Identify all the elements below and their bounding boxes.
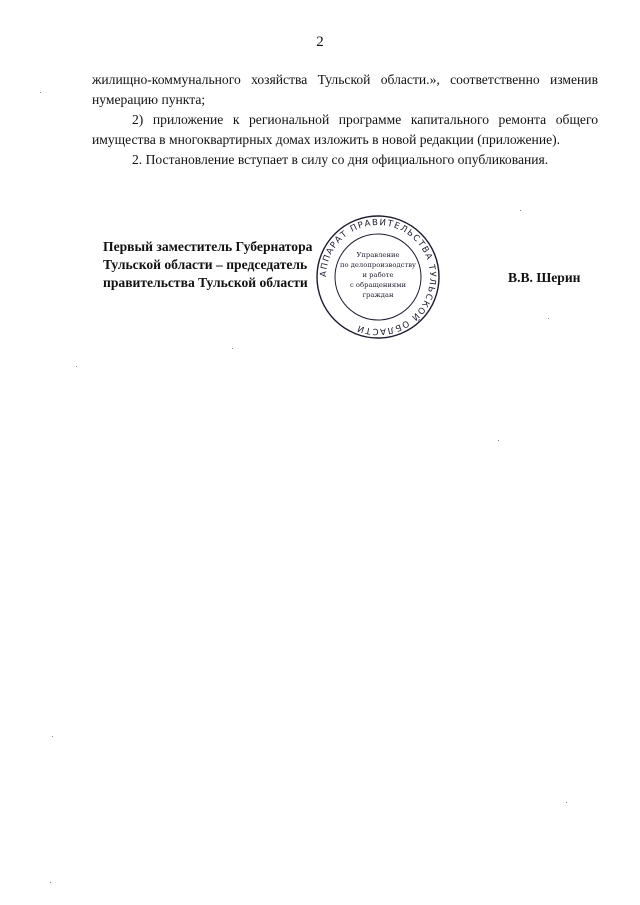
scan-speck <box>40 92 41 93</box>
signatory-title <box>103 238 343 292</box>
page-number: 2 <box>316 34 324 50</box>
stamp-inner-line-2: по делопроизводству <box>339 261 417 269</box>
stamp-inner-line-3: и работе <box>362 271 394 279</box>
scan-speck <box>76 366 77 367</box>
signatory-line-1: Первый заместитель Губернатора <box>103 239 313 254</box>
scan-speck <box>498 440 499 441</box>
signatory-line-3: правительства Тульской области <box>103 275 308 290</box>
signatory-line-2: Тульской области – председатель <box>103 257 308 272</box>
scan-speck <box>52 736 53 737</box>
scan-speck <box>548 318 549 319</box>
scan-speck <box>50 882 51 883</box>
body-text <box>92 70 598 170</box>
stamp-outer-text: АППАРАТ ПРАВИТЕЛЬСТВА ТУЛЬСКОЙ ОБЛАСТИ <box>318 217 438 337</box>
stamp-inner-line-4: с обращениями <box>349 281 407 289</box>
stamp-inner-line-1: Управление <box>356 251 400 259</box>
signer-name: В.В. Шерин <box>508 270 581 285</box>
stamp-inner-line-5: граждан <box>362 291 394 299</box>
official-stamp <box>315 214 441 340</box>
scan-speck <box>232 348 233 349</box>
scan-speck <box>566 802 567 803</box>
scan-speck <box>520 210 521 211</box>
paragraph-effective-date: 2. Постановление вступает в силу со дня официального опубликования. <box>132 152 549 167</box>
paragraph-continuation: жилищно-коммунального хозяйства Тульской области.», соответственно изменив нумерацию пункта; <box>92 72 598 107</box>
paragraph-appendix-item: 2) приложение к региональной программе капитального ремонта общего имущества в многоквартирных домах изложить в новой редакции (приложение). <box>92 112 598 147</box>
